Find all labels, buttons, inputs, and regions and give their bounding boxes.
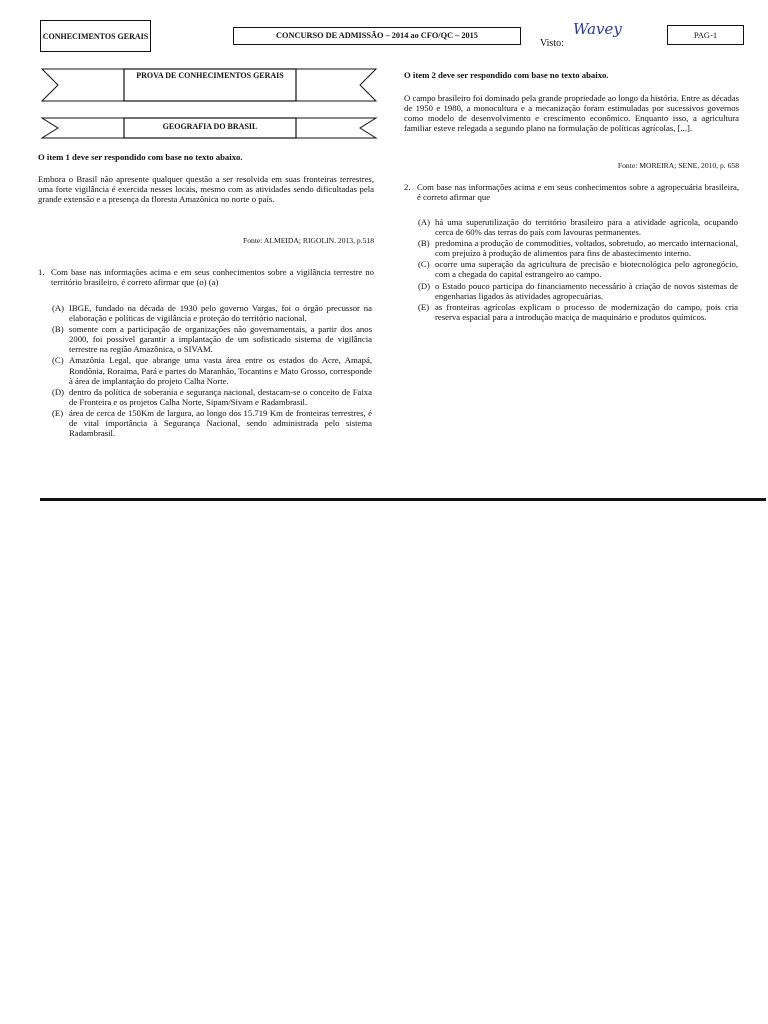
option-text: dentro da política de soberania e segurança nacional, destacam-se o conceito de Faixa de Fronteira e os projetos Calha Norte, Sipam/Sivam e Radambrasil. [69,386,372,407]
item2-intro: O item 2 deve ser respondido com base no texto abaixo. [404,70,609,80]
q1-number: 1. [38,267,45,277]
option-letter: (E) [52,407,64,418]
item1-intro: O item 1 deve ser respondido com base no texto abaixo. [38,152,243,162]
item1-source: Fonte: ALMEIDA; RIGOLIN. 2013, p.518 [243,236,374,245]
q2-option-a[interactable] [418,217,738,237]
signature: Wavey [573,20,622,38]
item2-text: O campo brasileiro foi dominado pela grande propriedade ao longo da história. Entre as décadas de 1950 e 1980, a monocultura e a mecanização foram estimuladas por sucessivos governos como modelo de desenvolvimento e crescimento econômico. Enquanto isso, a agricultura familiar esteve relegada a segundo plano na formulação de políticas agrícolas, [...]. [404,93,739,134]
section-label: CONHECIMENTOS GERAIS [42,31,149,41]
option-text: ocorre uma superação da agricultura de precisão e biotecnológica pelo agronegócio, com a chegada do capital estrangeiro ao campo. [435,259,738,280]
option-letter: (A) [418,217,431,227]
banner-title: PROVA DE CONHECIMENTOS GERAIS [136,71,284,80]
question-1 [38,267,374,287]
option-text: predomina a produção de commodities, voltados, sobretudo, ao mercado internacional, com prejuízo à produção de alimentos para fins de abastecimento interno. [435,238,738,259]
q2-option-d[interactable] [418,281,738,301]
q1-option-d[interactable] [52,387,372,407]
visto-label: Visto: [540,38,564,49]
q1-option-b[interactable] [52,324,372,354]
option-text: IBGE, fundado na década de 1930 pelo governo Vargas, foi o órgão precussor na elaboração e políticas de vigilância e proteção do território nacional. [69,303,372,324]
q2-option-e[interactable] [418,302,738,322]
q2-stem: Com base nas informações acima e em seus conhecimentos sobre a agropecuária brasileira, é correto afirmar que [417,182,739,203]
option-letter: (C) [52,355,64,366]
option-text: somente com a participação de organizações não governamentais, a partir dos anos 2000, foi possível garantir a implantação de um sofisticado sistema de vigilância terrestre na região Amazônica, o SIVAM. [69,324,372,355]
page-1-bottom-rule [40,498,766,501]
q2-option-c[interactable] [418,259,738,279]
q1-options [52,303,372,438]
item2-source: Fonte: MOREIRA; SENE, 2010, p. 658 [617,161,739,170]
q2-option-b[interactable] [418,238,738,258]
q1-option-c[interactable] [52,355,372,385]
option-text: o Estado pouco participa do financiamento necessário à criação de novos sistemas de engenharias ligados às atividades agropecuárias. [435,280,738,301]
q2-number: 2. [404,182,411,192]
option-text: há uma superutilização do território brasileiro para a atividade agrícola, ocupando cerca de 60% das terras do país com lavouras permanentes. [435,217,738,238]
option-text: área de cerca de 150Km de largura, ao longo dos 15.719 Km de fronteiras terrestres, é de vital importância à Segurança Nacional, sendo administrada pelo sistema Radambrasil. [69,407,372,439]
option-letter: (B) [52,324,64,335]
option-letter: (E) [418,301,430,312]
item1-text: Embora o Brasil não apresente qualquer questão a ser resolvida em suas fronteiras terrestres, uma forte vigilância é exercida nesses locais, mesmo com as atividades sendo dificultadas pela grande extensão e a presença da floresta Amazônica no norte o país. [38,174,374,205]
option-text: as fronteiras agrícolas explicam o processo de modernização do campo, pois cria reserva espacial para a introdução maciça de maquinário e produtos químicos. [435,301,738,322]
option-letter: (B) [418,238,430,249]
page-number [667,25,744,45]
section-box [40,20,151,52]
page-number-label: PAG-1 [693,30,718,40]
exam-title: CONCURSO DE ADMISSÃO – 2014 ao CFO/QC – 2015 [276,31,478,40]
option-letter: (C) [418,259,430,270]
option-text: Amazônia Legal, que abrange uma vasta área entre os estados do Acre, Amapá, Rondônia, Roraima, Pará e partes do Maranhão, Tocantins e Mato Grosso, corresponde à área de implantação do projeto Calha Norte. [69,355,372,386]
option-letter: (A) [52,303,65,313]
option-letter: (D) [418,280,431,291]
q2-options [418,217,738,322]
question-2 [404,182,739,202]
q1-stem: Com base nas informações acima e em seus conhecimentos sobre a vigilância terrestre no território brasileiro, é correto afirmar que (o) (a) [51,267,374,288]
subject-title: GEOGRAFIA DO BRASIL [162,122,258,131]
q1-option-a[interactable] [52,303,372,323]
q1-option-e[interactable] [52,408,372,438]
option-letter: (D) [52,386,65,397]
